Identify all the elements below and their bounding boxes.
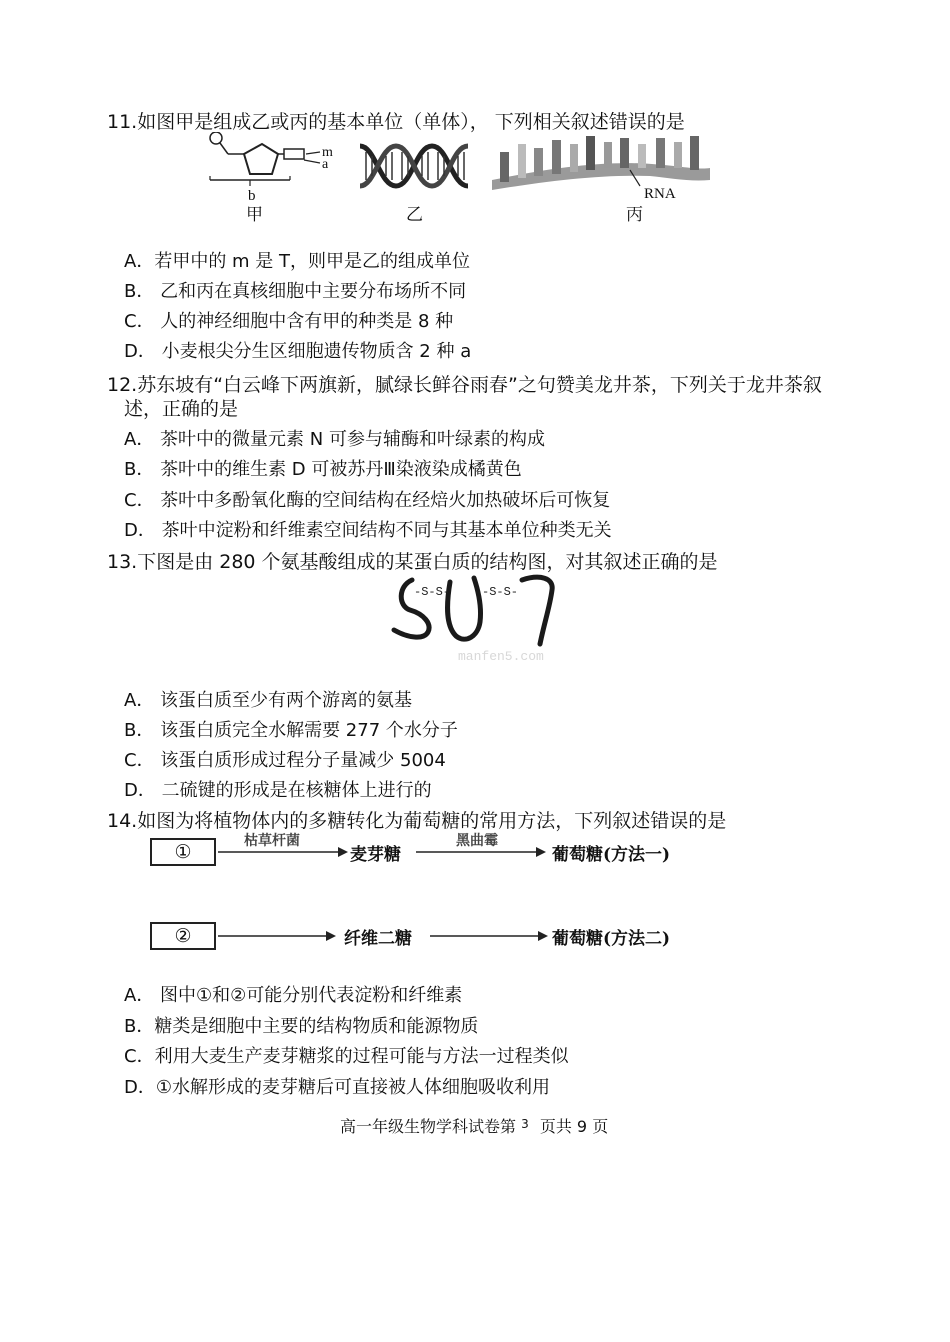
nucleotide-diagram — [210, 132, 333, 225]
caption-yi: 乙 — [406, 205, 423, 225]
maltose-label: 麦芽糖 — [350, 845, 401, 865]
caption-bing: 丙 — [626, 205, 643, 225]
caption-jia: 甲 — [246, 205, 263, 225]
q14-option-d: D．①水解形成的麦芽糖后可直接被人体细胞吸收利用 — [124, 1077, 550, 1098]
arrow-right-icon — [416, 846, 546, 858]
q12-option-a: A． 茶叶中的微量元素 N 可参与辅酶和叶绿素的构成 — [124, 429, 545, 450]
footer-page-number: 3 — [521, 1117, 529, 1131]
q12-option-b: B． 茶叶中的维生素 D 可被苏丹Ⅲ染液染成橘黄色 — [124, 459, 522, 480]
q13-option-a: A． 该蛋白质至少有两个游离的氨基 — [124, 690, 413, 711]
q14-stem: 14.如图为将植物体内的多糖转化为葡萄糖的常用方法，下列叙述错误的是 — [107, 810, 727, 832]
rna-label: RNA — [644, 186, 676, 202]
q11-option-b: B． 乙和丙在真核细胞中主要分布场所不同 — [124, 281, 467, 302]
label-m: m — [322, 145, 333, 160]
arrow1-label: 枯草杆菌 — [244, 833, 300, 849]
arrow-right-icon — [218, 930, 336, 942]
q13-option-b: B． 该蛋白质完全水解需要 277 个水分子 — [124, 720, 458, 741]
method1-box: ① — [150, 838, 216, 866]
q13-option-d: D． 二硫键的形成是在核糖体上进行的 — [124, 780, 432, 801]
q14-option-c: C．利用大麦生产麦芽糖浆的过程可能与方法一过程类似 — [124, 1046, 569, 1067]
page-footer — [340, 1114, 608, 1137]
q12-stem-line1: 12.苏东坡有“白云峰下两旗新，腻绿长鲜谷雨春”之句赞美龙井茶，下列关于龙井茶叙 — [107, 374, 822, 396]
q11-figure — [200, 132, 720, 230]
disulfide-label-2: -S-S- — [482, 585, 519, 599]
rna-strand-diagram — [492, 136, 710, 225]
arrow2-label: 黑曲霉 — [456, 833, 498, 849]
q11-stem: 11.如图甲是组成乙或丙的基本单位（单体）， 下列相关叙述错误的是 — [107, 111, 685, 133]
q13-option-c: C． 该蛋白质形成过程分子量减少 5004 — [124, 750, 446, 771]
dna-helix-diagram — [360, 146, 468, 225]
q13-stem: 13.下图是由 280 个氨基酸组成的某蛋白质的结构图，对其叙述正确的是 — [107, 551, 718, 573]
footer-text-before: 高一年级生物学科试卷第 — [340, 1117, 517, 1136]
q12-option-c: C． 茶叶中多酚氧化酶的空间结构在经焙火加热破坏后可恢复 — [124, 490, 611, 511]
arrow-right-icon — [430, 930, 548, 942]
protein-structure-diagram — [380, 566, 580, 666]
method2-box: ② — [150, 922, 216, 950]
q14-option-a: A． 图中①和②可能分别代表淀粉和纤维素 — [124, 985, 463, 1006]
glucose-method1-label: 葡萄糖(方法一) — [552, 845, 671, 865]
q12-stem-line2: 述，正确的是 — [124, 398, 239, 420]
arrow-right-icon — [218, 846, 348, 858]
watermark: manfen5.com — [458, 649, 544, 664]
q11-option-a: A．若甲中的 m 是 T，则甲是乙的组成单位 — [124, 251, 471, 272]
cellobiose-label: 纤维二糖 — [344, 929, 412, 949]
label-a: a — [322, 157, 329, 172]
label-b: b — [248, 188, 256, 204]
q11-option-c: C． 人的神经细胞中含有甲的种类是 8 种 — [124, 311, 454, 332]
q11-option-d: D． 小麦根尖分生区细胞遗传物质含 2 种 a — [124, 341, 472, 362]
q12-option-d: D． 茶叶中淀粉和纤维素空间结构不同与其基本单位种类无关 — [124, 520, 612, 541]
q14-option-b: B．糖类是细胞中主要的结构物质和能源物质 — [124, 1016, 479, 1037]
footer-text-after: 页共 9 页 — [539, 1117, 609, 1136]
glucose-method2-label: 葡萄糖(方法二) — [552, 929, 671, 949]
disulfide-label-1: -S-S- — [414, 585, 451, 599]
